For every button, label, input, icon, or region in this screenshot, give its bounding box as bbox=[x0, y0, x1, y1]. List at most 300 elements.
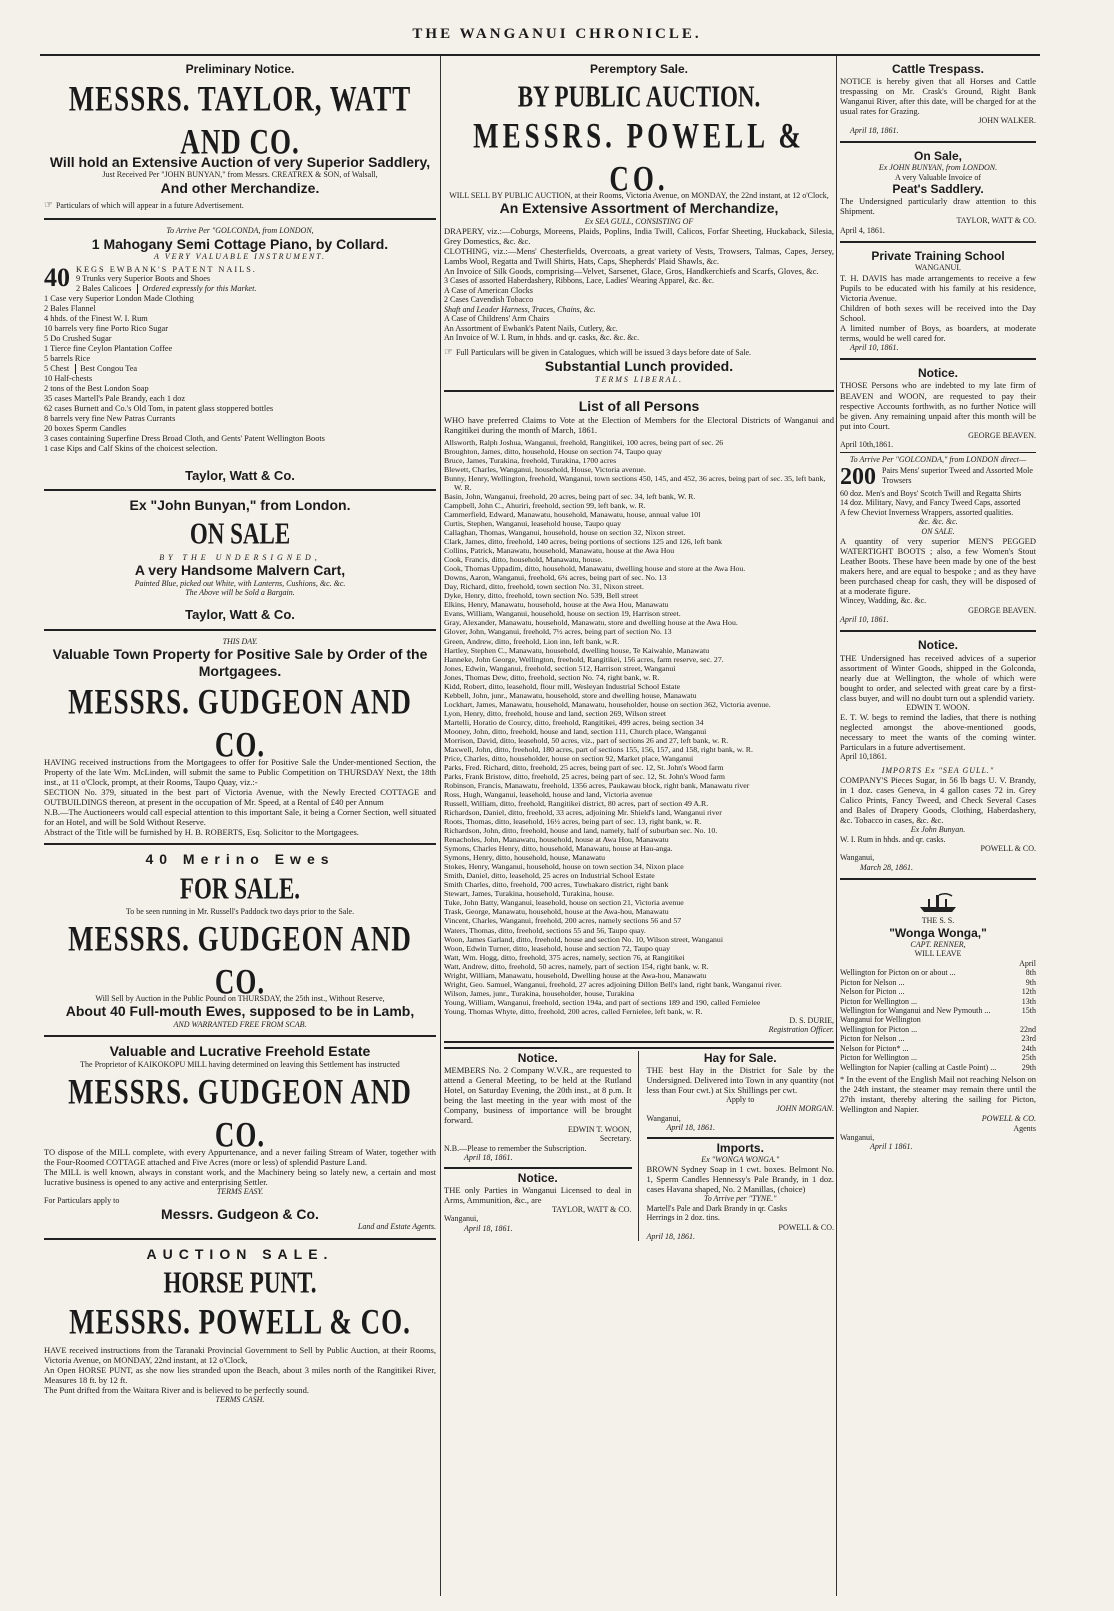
goods-item: 5 Do Crushed Sugar bbox=[44, 334, 112, 344]
ship-name: "Wonga Wonga," bbox=[889, 925, 987, 940]
goods-item: 20 boxes Sperm Candles bbox=[44, 423, 127, 433]
hay-place: Wanganui, bbox=[646, 1113, 681, 1123]
ad-body-3: The Punt drifted from the Waitara River and is believed to be perfectly sound. bbox=[44, 1385, 309, 1396]
firm-name: MESSRS. POWELL & CO. bbox=[473, 115, 805, 199]
voter-row: Woon, Edwin Turner, ditto, leasehold, house and section 72, Taupo quay bbox=[444, 943, 670, 953]
notice-body: MEMBERS No. 2 Company W.V.R., are requested to attend a General Meeting, to be held at the Rutland Hotel, on Saturday Evening, the 20th inst., at 8 p.m. It being the last meeting in the year with most of the Company, business of importance will be brought forward. bbox=[444, 1064, 632, 1125]
will-line: WILL SELL BY PUBLIC AUCTION, at their Rooms, Victoria Avenue, on MONDAY, the 22nd instant, at 12 o'Clock, bbox=[449, 191, 829, 200]
voter-row: Green, Andrew, ditto, freehold, Lion inn, left bank, w.R. bbox=[444, 636, 620, 646]
schedule-row bbox=[840, 997, 1036, 1006]
bottom-left bbox=[444, 1051, 639, 1242]
ex-line: Ex SEA GULL, CONSISTING OF bbox=[584, 216, 694, 226]
training-school-ad bbox=[840, 247, 1036, 360]
pointing-hand-icon: ☞ bbox=[444, 346, 453, 358]
schedule-date: 8th bbox=[1025, 968, 1036, 978]
particulars-line bbox=[44, 200, 436, 212]
by-line: BY THE UNDERSIGNED, bbox=[159, 552, 321, 562]
voter-row: Collins, Patrick, Manawatu, household, Manawatu, house at the Awa Hou bbox=[444, 546, 675, 556]
schedule-route: Wellington for Wanganui and New Pymouth ... bbox=[840, 1006, 991, 1015]
schedule-row bbox=[840, 1034, 1036, 1043]
cart-line: A very Handsome Malvern Cart, bbox=[134, 562, 346, 579]
ad-heading: On Sale, bbox=[913, 149, 963, 164]
other-merch: And other Merchandize. bbox=[160, 179, 320, 196]
signature: D. S. DURIE, bbox=[789, 1015, 834, 1025]
voter-row: Robinson, Francis, Manawatu, freehold, 1356 acres, Paukawau block, right bank, Manawatu river bbox=[444, 781, 750, 791]
month-label: April bbox=[1019, 958, 1036, 968]
quantity-number: 200 bbox=[840, 463, 876, 490]
voter-row: Cammerfield, Edward, Manawatu, household, Manawatu, house, annual value 10l bbox=[444, 510, 701, 520]
signature: TAYLOR, WATT & CO. bbox=[956, 216, 1036, 226]
firm-name: MESSRS. POWELL & CO. bbox=[69, 1301, 411, 1342]
place-line: WANGANUI. bbox=[915, 263, 961, 273]
apply-line: Apply to bbox=[726, 1094, 755, 1104]
woon-notice-ad bbox=[840, 636, 1036, 880]
goods-item: 5 barrels Rice bbox=[44, 354, 91, 364]
voter-row: Russell, William, ditto, freehold, Rangitikei district, 80 acres, part of section 49 A.R. bbox=[444, 799, 709, 809]
goods-item: 10 Half-chests bbox=[44, 374, 93, 384]
will-line: Will Sell by Auction in the Public Pound on THURSDAY, the 25th inst., Without Reserve, bbox=[95, 993, 385, 1003]
golconda-ad bbox=[44, 224, 436, 491]
voter-row: Woon, James Garland, ditto, freehold, house and section No. 10, Wilson street, Wanganui bbox=[444, 934, 723, 944]
schedule-route: Wellington for Picton ... bbox=[840, 1024, 918, 1034]
ad-subheading: Will hold an Extensive Auction of very Superior Saddlery, bbox=[49, 153, 431, 170]
nb-line: N.B.—Please to remember the Subscription. bbox=[444, 1143, 587, 1153]
ad-body: HAVING received instructions from the Mortgagees to offer for Positive Sale the Under-mentioned Section, the Property of the late Wm. McLinden, will submit the same to Public Competition on THURSDAY Next, the 18th inst., at 11 o'Clock, prompt, at their Rooms, Taupo Quay, viz.:- bbox=[44, 756, 436, 787]
clothing-text: CLOTHING, viz.:—Mens' Chesterfields, Overcoats, a great variety of Vests, Trowsers, Talmas, Capes, Jersey, Lambs Wool, Regatta and Twill Shirts, Hats, Caps, Shepherds' Plaid Shawls, &c. bbox=[444, 246, 834, 267]
schedule-row bbox=[840, 1063, 1036, 1072]
ad-heading: Notice. bbox=[917, 366, 958, 381]
goods-item: 1 case Kips and Calf Skins of the choicest selection. bbox=[44, 443, 218, 453]
voter-row: Richardson, John, ditto, freehold, house and land, namely, half of suburban sec. No. 10. bbox=[444, 826, 718, 836]
signature: POWELL & CO. bbox=[778, 1222, 834, 1232]
voters-heading: List of all Persons bbox=[578, 398, 700, 415]
voter-row: Cook, Francis, ditto, household, Manawatu, house. bbox=[444, 555, 603, 565]
masthead-rule bbox=[40, 54, 1040, 56]
firm-name: MESSRS. GUDGEON AND CO. bbox=[68, 681, 412, 765]
ad-body: TO dispose of the MILL complete, with every Appurtenance, and a never failing Stream of Water, together with the Four-Roomed COTTAGE attached and Five Acres (more or less) of splendid Pasture Land. bbox=[44, 1146, 436, 1167]
peats-saddlery-ad bbox=[840, 147, 1036, 243]
ad-body-2: Children of both sexes will be received into the Day School. bbox=[840, 302, 1036, 323]
voter-row: Wright, William, Manawatu, household, Dwelling house at the Awa-hou, Manawatu bbox=[444, 970, 707, 980]
ad-body: T. H. DAVIS has made arrangements to receive a few Pupils to be educated with his family at his residence, Victoria Avenue. bbox=[840, 272, 1036, 303]
invoice-line: A very Valuable Invoice of bbox=[894, 172, 982, 182]
signature: Messrs. Gudgeon & Co. bbox=[161, 1205, 319, 1222]
signature: GEORGE BEAVEN. bbox=[968, 605, 1036, 615]
voter-row: Curtis, Stephen, Wanganui, leasehold house, Taupo quay bbox=[444, 519, 621, 529]
merino-ewes-ad bbox=[44, 849, 436, 1037]
arms-notice bbox=[444, 1167, 632, 1234]
silk-text: An Invoice of Silk Goods, comprising—Velvet, Sarsenet, Glace, Gros, Handkerchiefs and Scarfs, Gloves, &c. bbox=[444, 266, 819, 277]
bottom-right bbox=[647, 1051, 835, 1242]
nb-text: N.B.—The Auctioneers would call especial attention to this important Sale, it being a Corner Section, well situated for an Hotel, and will be Sold Without Reserve. bbox=[44, 807, 436, 828]
schedule-route: Picton for Nelson ... bbox=[840, 1034, 905, 1044]
ad-body-2: The MILL is well known, always in constant work, and the Machinery being so lately new, a certain and most lucrative business is opened to any active and enterprising Settler. bbox=[44, 1166, 436, 1187]
horse-punt-ad bbox=[44, 1244, 436, 1411]
ad-body-2: An Open HORSE PUNT, as she now lies stranded upon the Beach, about 3 miles north of the Rangitikei River, Measures 18 ft. by 12 ft. bbox=[44, 1365, 436, 1386]
malvern-cart-ad bbox=[44, 495, 436, 631]
ad-date: April 10, 1861. bbox=[840, 615, 889, 625]
this-day: THIS DAY. bbox=[222, 636, 258, 646]
secretary-line: Secretary. bbox=[599, 1134, 632, 1144]
voter-row: Young, William, Wanganui, freehold, section 194a, and part of sections 189 and 190, called Fernielee bbox=[444, 997, 761, 1007]
goods-item: 2 Bales Calicoes Ordered expressly for this Market. bbox=[76, 284, 257, 294]
goods-item: 8 barrels very fine New Patras Currants bbox=[44, 413, 176, 423]
voter-row: Kebbell, John, junr., Manawatu, household, store and dwelling house, Manawatu bbox=[444, 690, 697, 700]
on-sale-title: ON SALE bbox=[189, 516, 291, 551]
voter-row: Price, Charles, ditto, householder, house on section 92, Market place, Wanganui bbox=[444, 753, 694, 763]
signature: TAYLOR, WATT & CO. bbox=[552, 1204, 632, 1214]
schedule-date: 15th bbox=[1021, 1006, 1036, 1015]
voter-row: Hanneke, John George, Wellington, freehold, Rangitikei, 156 acres, farm reserve, sec. 27. bbox=[444, 654, 724, 664]
goods-item: 1 Case very Superior London Made Clothing bbox=[44, 294, 194, 304]
voter-row: Tuke, John Batty, Wanganui, leasehold, house on section 21, Victoria avenue bbox=[444, 898, 684, 908]
voter-row: Stokes, Henry, Wanganui, household, house on town section 34, Nixon place bbox=[444, 862, 684, 872]
boots-text: A quantity of very superior MEN'S PEGGED WATERTIGHT BOOTS ; also, a few Women's Stout Leather Boots. These have been made by one of the best makers here, and are equal to bespoke ; and as they have been purchased cheap for cash, they will be disposed of at a moderate figure. bbox=[840, 536, 1036, 597]
hay-body: THE best Hay in the District for Sale by the Undersigned. Delivered into Town in any quantity (not less than Four cwt.) at Six Shillings per cwt. bbox=[646, 1064, 834, 1095]
imports-heading: IMPORTS Ex "SEA GULL." bbox=[881, 765, 995, 775]
full-particulars: ☞ Full Particulars will be given in Catalogues, which will be issued 3 days before date of Sale. bbox=[444, 346, 752, 358]
voter-row: Maxwell, John, ditto, freehold, 180 acres, part of sections 155, 156, 157, and 158, right bank, w. R. bbox=[444, 744, 753, 754]
column-2 bbox=[444, 60, 834, 1241]
wincey-line: Wincey, Wadding, &c. &c. bbox=[840, 596, 927, 606]
schedule-route: Wellington for Picton on or about ... bbox=[840, 968, 956, 978]
ad-heading: Private Training School bbox=[871, 249, 1005, 264]
voter-row: Cook, Thomas Uppadim, ditto, household, Manawatu, dwelling house and store at the Awa Hou. bbox=[444, 564, 746, 574]
herrings-line: Herrings in 2 doz. tins. bbox=[646, 1213, 720, 1223]
signature: POWELL & CO. bbox=[981, 1114, 1036, 1124]
imports-date: March 28, 1861. bbox=[860, 862, 914, 872]
ad-heading: Valuable and Lucrative Freehold Estate bbox=[109, 1043, 371, 1060]
ss-line: THE S. S. bbox=[921, 916, 955, 926]
signature: Taylor, Watt & Co. bbox=[185, 467, 295, 483]
voter-row: Vincent, Charles, Wanganui, freehold, 200 acres, namely sections 56 and 57 bbox=[444, 916, 682, 926]
sea-gull-imports bbox=[840, 766, 1036, 873]
goods-item: 2 tons of the Best London Soap bbox=[44, 383, 149, 393]
schedule-date: 23rd bbox=[1021, 1034, 1036, 1044]
ex-line: Ex John Bunyan. bbox=[910, 825, 966, 835]
voter-row: Smith, Daniel, ditto, leasehold, 25 acres on Industrial School Estate bbox=[444, 871, 655, 881]
captain-line: CAPT. RENNER, bbox=[910, 939, 966, 949]
arrive-line: To Arrive per "TYNE." bbox=[703, 1194, 777, 1204]
pointing-hand-icon: ☞ bbox=[44, 200, 53, 212]
ad-body: THE Undersigned has received advices of a superior assortment of Winter Goods, shipped in the Golconda, nearly due at Wellington, the whole of which were bought to order, and selected with great care by a first-class buyer, and will no doubt turn out a splendid variety. bbox=[840, 652, 1036, 703]
ad-body: NOTICE is hereby given that all Horses and Cattle trespassing on Mr. Crask's Ground, Right Bank Wanganui River, after this date, will be charged for at the usual rates for Grazing. bbox=[840, 76, 1036, 117]
warranted-line: AND WARRANTED FREE FROM SCAB. bbox=[173, 1019, 307, 1029]
signature: EDWIN T. WOON, bbox=[567, 1124, 632, 1134]
imports-notice bbox=[647, 1137, 835, 1242]
ad-body-3: A limited number of Boys, as boarders, at moderate terms, would be well cared for. bbox=[840, 322, 1036, 343]
imports-place: Wanganui, bbox=[840, 853, 875, 863]
ad-date: April 1 1861. bbox=[870, 1142, 913, 1152]
voters-intro: WHO have preferred Claims to Vote at the Election of Members for the Electoral Districts of Wanganui and Rangitikei during the month of March, 1861. bbox=[444, 414, 834, 435]
voter-row: Renacholes, John, Manawatu, household, house at Awa Hou, Manawatu bbox=[444, 835, 669, 845]
ad-date: April 18, 1861. bbox=[850, 125, 899, 135]
voter-row: Smith Charles, ditto, freehold, 700 acres, Tuwhakaro district, right bank bbox=[444, 880, 669, 890]
signature: EDWIN T. WOON. bbox=[906, 702, 970, 712]
voter-row: Callaghan, Thomas, Wanganui, household, house on section 32, Nixon street. bbox=[444, 528, 686, 538]
voter-row: Dyke, Henry, ditto, freehold, town section No. 539, Bell street bbox=[444, 591, 639, 601]
voter-row: Symons, Henry, ditto, household, house, Manawatu bbox=[444, 853, 606, 863]
wonga-wonga-ad bbox=[840, 884, 1036, 1158]
voter-row: Bunny, Henry, Wellington, freehold, Wanganui, town sections 450, 145, and 452, 36 acres, being part of sec. 35, left bank, W. R. bbox=[444, 473, 826, 492]
voter-row: Mooney, John, ditto, freehold, house and land, section 111, Church place, Wanganui bbox=[444, 726, 707, 736]
goods-item: 62 cases Burnett and Co.'s Old Tom, in patent glass stoppered bottles bbox=[44, 403, 274, 413]
ad-heading: Peremptory Sale. bbox=[589, 62, 689, 76]
ad-heading: Notice. bbox=[917, 638, 958, 653]
cattle-trespass-ad bbox=[840, 60, 1036, 143]
schedule-date bbox=[1018, 1015, 1036, 1024]
ad-body-2: E. T. W. begs to remind the ladies, that there is nothing neglected amongst the above-mentioned goods, necessary to meet the wants of the coming winter. Particulars in a future advertisement. bbox=[840, 712, 1036, 753]
tea-note: Best Congou Tea bbox=[75, 364, 137, 374]
schedule-row bbox=[840, 1025, 1036, 1034]
voter-row: Kidd, Robert, ditto, leasehold, flour mill, Wesleyan Industrial School Estate bbox=[444, 681, 681, 691]
voter-row: Glover, John, Wanganui, freehold, 7½ acres, being part of section No. 13 bbox=[444, 627, 672, 637]
section-text: SECTION No. 379, situated in the best part of Victoria Avenue, with the Newly Erected COTTAGE and OUTBUILDINGS thereon, at present in the occupation of Mr. Speed, at a Rental of £40 per Annum bbox=[44, 787, 436, 808]
bottom-ads bbox=[444, 1047, 834, 1242]
goods-item: 3 Cases of assorted Haberdashery, Ribbons, Lace, Ladies' Wearing Apparel, &c. &c. bbox=[444, 276, 715, 286]
assortment-line: An Extensive Assortment of Merchandize, bbox=[499, 200, 779, 217]
on-sale-line: ON SALE. bbox=[921, 526, 955, 536]
ad-heading: Ex "John Bunyan," from London. bbox=[129, 496, 351, 513]
ad-date: April 10,1861. bbox=[840, 752, 887, 762]
voter-row: Watt, Wm. Hogg, ditto, freehold, 375 acres, namely, section 76, at Rangitikei bbox=[444, 952, 685, 962]
column-3 bbox=[840, 60, 1036, 1162]
schedule-date: 29th bbox=[1021, 1062, 1036, 1072]
officer-line: Registration Officer. bbox=[768, 1025, 834, 1035]
goods-item: A Case of American Clocks bbox=[444, 285, 533, 295]
goods-list bbox=[44, 262, 436, 454]
ad-body: THOSE Persons who are indebted to my late firm of BEAVEN and WOON, are requested to pay their respective Accounts forthwith, as no further Notice will be given. Any remaining unpaid after this month will be put into Court. bbox=[840, 380, 1036, 431]
terms: TERMS CASH. bbox=[215, 1395, 265, 1405]
voter-row: Jones, Edwin, Wanganui, freehold, section 512, Harrison street, Wanganui bbox=[444, 663, 676, 673]
voter-row: Wilson, James, junr., Turakina, householder, house, Turakina bbox=[444, 988, 635, 998]
voter-row: Watt, Andrew, ditto, freehold, 50 acres, namely, part of section 154, right bank, w. R. bbox=[444, 961, 709, 971]
received-line: Just Received Per "JOHN BUNYAN," from Messrs. CREATREX & SON, of Walsall, bbox=[102, 170, 378, 180]
will-leave: WILL LEAVE bbox=[914, 949, 962, 959]
golconda-goods bbox=[840, 452, 1036, 624]
voter-row: Allsworth, Ralph Joshua, Wanganui, freehold, Rangitikei, 100 acres, being part of sec. 26 bbox=[444, 437, 724, 447]
terms: TERMS LIBERAL. bbox=[595, 374, 683, 384]
notice-date: April 18, 1861. bbox=[464, 1153, 513, 1163]
schedule-route: Picton for Wellington ... bbox=[840, 1053, 917, 1063]
ex-line: Ex JOHN BUNYAN, from LONDON. bbox=[878, 163, 998, 173]
voter-row: Clark, James, ditto, freehold, 140 acres, being portions of sections 125 and 126, left bank bbox=[444, 537, 723, 547]
voter-row: Martelli, Horatio de Courcy, ditto, freehold, Rangitikei, 499 acres, being section 34 bbox=[444, 717, 704, 727]
by-auction-title: BY PUBLIC AUCTION. bbox=[517, 79, 761, 114]
agents-line: Agents bbox=[1013, 1123, 1036, 1133]
imports-ex: Ex "WONGA WONGA." bbox=[701, 1154, 780, 1164]
goods-item: 9 Trunks very Superior Boots and Shoes bbox=[76, 274, 211, 284]
firm-name: MESSRS. GUDGEON AND CO. bbox=[68, 1071, 412, 1155]
schedule-route: Picton for Wellington ... bbox=[840, 996, 917, 1006]
goods-item: A Case of Childrens' Arm Chairs bbox=[444, 314, 550, 324]
voter-row: Richardson, Daniel, ditto, freehold, 33 acres, adjoining Mr. Shield's land, Wanganui river bbox=[444, 808, 722, 818]
agents-line: Land and Estate Agents. bbox=[357, 1222, 436, 1232]
peremptory-sale-ad bbox=[444, 60, 834, 392]
sailing-schedule bbox=[840, 968, 1036, 1072]
voter-row: Evans, William, Wanganui, household, house on section 19, Harrison street. bbox=[444, 609, 681, 619]
goods-item: 14 doz. Military, Navy, and Fancy Tweed Caps, assorted bbox=[840, 498, 1021, 508]
hay-heading: Hay for Sale. bbox=[703, 1050, 777, 1065]
voter-row: Ross, Hugh, Wanganui, leasehold, house and land, Victoria avenue bbox=[444, 790, 653, 800]
goods-item: 2 Cases Cavendish Tobacco bbox=[444, 295, 534, 305]
goods-item: 1 Tierce fine Ceylon Plantation Coffee bbox=[44, 344, 173, 354]
voter-row: Campbell, John C., Ahuriri, freehold, section 99, left bank, w. R. bbox=[444, 501, 646, 511]
voter-row: Elkins, Henry, Manawatu, household, house at the Awa Hou, Manawatu bbox=[444, 600, 669, 610]
voter-row: Morrison, David, ditto, leasehold, 50 acres, viz., part of sections 26 and 27, left bank, w. R. bbox=[444, 735, 729, 745]
steamship-icon bbox=[918, 890, 958, 914]
ad-date: April 4, 1861. bbox=[840, 225, 885, 235]
imports-body: BROWN Sydney Soap in 1 cwt. boxes. Belmont No. 1, Sperm Candles Hennessy's Pale Brandy, in 1 doz. cases Havana shaped, No. 2 Manillas, (choice) bbox=[646, 1164, 834, 1195]
signature: JOHN MORGAN. bbox=[776, 1104, 834, 1114]
beaven-notice-ad bbox=[840, 364, 1036, 632]
voter-row: Lyon, Henry, ditto, freehold, house and land, section 269, Wilson street bbox=[444, 708, 667, 718]
voter-row: Broughton, James, ditto, household, House on section 74, Taupo quay bbox=[444, 446, 663, 456]
schedule-route: Nelson for Picton ... bbox=[840, 987, 905, 997]
voter-row: Jones, Thomas Dew, ditto, freehold, section No. 74, right bank, w. R. bbox=[444, 672, 660, 682]
trowsers-line: 200 Pairs Mens' superior Tweed and Assorted Mole Trowsers bbox=[840, 463, 1033, 490]
peat-line: Peat's Saddlery. bbox=[892, 182, 984, 197]
signature: Taylor, Watt & Co. bbox=[185, 607, 295, 623]
ad-body: The Undersigned particularly draw attention to this Shipment. bbox=[840, 196, 1036, 217]
schedule-date: 24th bbox=[1021, 1043, 1036, 1053]
voter-row: Parks, Frank Bristow, ditto, freehold, 25 acres, being part of sec. 12, St. John's Wood farm bbox=[444, 771, 725, 781]
voter-row: Day, Richard, ditto, freehold, town section No. 31, Nixon street. bbox=[444, 582, 645, 592]
voter-row: Blewett, Charles, Wanganui, household, House, Victoria avenue. bbox=[444, 464, 646, 474]
voter-row: Hartley, Stephen C., Manawatu, household, dwelling house, Te Kaiwahie, Manawatu bbox=[444, 645, 710, 655]
voter-row: Waters, Thomas, ditto, freehold, sections 55 and 56, Taupo quay. bbox=[444, 925, 646, 935]
signature: POWELL & CO. bbox=[980, 844, 1036, 854]
abstract-text: Abstract of the Title will be furnished by H. B. ROBERTS, Esq. Solicitor to the Mortgagees. bbox=[44, 827, 359, 838]
voter-row: Lockhart, James, Manawatu, household, Manawatu, householder, house on section 362, Victoria avenue. bbox=[444, 699, 771, 709]
goods-item: Shaft and Leader Harness, Traces, Chains, &c. bbox=[444, 304, 596, 314]
voter-row: Symons, Charles Henry, ditto, household, Manawatu, house at Hau-anga. bbox=[444, 844, 673, 854]
apply-line: For Particulars apply to bbox=[44, 1196, 120, 1206]
notice-body: THE only Parties in Wanganui Licensed to deal in Arms, Ammunition, &c., are bbox=[444, 1184, 632, 1205]
firm-name: MESSRS. GUDGEON AND CO. bbox=[68, 918, 412, 1002]
goods-item: 3 cases containing Superfine Dress Broad Cloth, and Gents' Patent Wellington Boots bbox=[44, 433, 325, 443]
about-line: About 40 Full-mouth Ewes, supposed to be in Lamb, bbox=[65, 1003, 415, 1020]
voter-row: Roots, Thomas, ditto, leasehold, 16½ acres, being part of sec. 13, right bank, w. R. bbox=[444, 817, 702, 827]
schedule-row bbox=[840, 1053, 1036, 1062]
notice-date: April 18, 1861. bbox=[464, 1223, 513, 1233]
goods-item: 5 Chest Best Congou Tea bbox=[44, 364, 138, 374]
mail-note: * In the event of the English Mail not reaching Nelson on the 24th instant, the steamer may remain there until the 27th instant, thereby altering the sailing for Picton, Wellington and Napier. bbox=[840, 1074, 1036, 1115]
kegs-line: KEGS EWBANK'S PATENT NAILS. bbox=[76, 264, 257, 274]
particulars-text: Particulars of which will appear in a future Advertisement. bbox=[55, 201, 244, 211]
schedule-route: Nelson for Picton* ... bbox=[840, 1043, 909, 1053]
terms: TERMS EASY. bbox=[216, 1187, 264, 1196]
schedule-row bbox=[840, 987, 1036, 996]
ad-heading: Preliminary Notice. bbox=[185, 62, 295, 76]
notice-heading: Notice. bbox=[517, 1170, 558, 1185]
ad-place: Wanganui, bbox=[840, 1133, 875, 1142]
voter-row: Young, Thomas Whyte, ditto, freehold, 200 acres, called Fernielee, left bank, w. R. bbox=[444, 1006, 703, 1016]
kegs-number: 40 bbox=[44, 262, 70, 292]
schedule-route: Wellington for Napier (calling at Castle Point) ... bbox=[840, 1062, 997, 1072]
town-property-ad bbox=[44, 635, 436, 845]
drapery-text: DRAPERY, viz.:—Coburgs, Moreens, Plaids, Poplins, India Twill, Calicos, Forfar Sheeting, Huckaback, Silesia, Grey Domestics, &c. &c. bbox=[444, 226, 834, 247]
ad-heading: Valuable Town Property for Positive Sale by Order of the Mortgagees. bbox=[52, 646, 428, 679]
goods-item: An Invoice of W. I. Rum, in hhds. and qr. casks, &c. &c. &c. bbox=[444, 333, 640, 343]
voter-row: Parks, Fred. Richard, ditto, freehold, 25 acres, being part of sec. 12, St. John's Wood farm bbox=[444, 762, 724, 772]
goods-item: 2 Bales Flannel bbox=[44, 304, 96, 314]
voter-row: Bruce, James, Turakina, freehold, Turakina, 1700 acres bbox=[444, 455, 617, 465]
column-1 bbox=[44, 60, 436, 1415]
voter-row: Wright, Geo. Samuel, Wanganui, freehold, 27 acres adjoining Dillon Bell's land, right bank, Wanganui river. bbox=[444, 979, 782, 989]
schedule-route: Picton for Nelson ... bbox=[840, 977, 905, 987]
schedule-date: 25th bbox=[1021, 1053, 1036, 1063]
taylor-saddlery-ad bbox=[44, 60, 436, 220]
notice-place: Wanganui, bbox=[444, 1214, 479, 1224]
ad-heading: AUCTION SALE. bbox=[146, 1245, 334, 1262]
goods-item: 10 barrels very fine Porto Rico Sugar bbox=[44, 324, 168, 334]
column-rule-1 bbox=[440, 56, 441, 1596]
signature: JOHN WALKER. bbox=[978, 116, 1036, 126]
imports-body: COMPANY'S Pieces Sugar, in 56 lb bags U. V. Brandy, in 1 doz. cases Geneva, in 4 gallon cases 72 in. Grey Calico Prints, Fancy Tweed, and Check Several Cases and Bales of Drapery Goods, Clothing, Haberdashery, &c. Tobacco in cases, &c. &c. bbox=[840, 775, 1036, 826]
lunch-line: Substantial Lunch provided. bbox=[544, 358, 734, 375]
arrive-line: To Arrive Per "GOLCONDA, from LONDON, bbox=[166, 226, 314, 236]
piano-line: 1 Mahogany Semi Cottage Piano, by Collard. bbox=[91, 235, 389, 252]
goods-item: 4 hhds. of the Finest W. I. Rum bbox=[44, 314, 148, 324]
column-rule-2 bbox=[836, 56, 837, 1596]
seen-line: To be seen running in Mr. Russell's Paddock two days prior to the Sale. bbox=[125, 906, 355, 916]
imports-heading: Imports. bbox=[716, 1140, 764, 1155]
punt-title: HORSE PUNT. bbox=[163, 1265, 317, 1300]
goods-item: 35 cases Martell's Pale Brandy, each 1 doz bbox=[44, 393, 186, 403]
ad-body: HAVE received instructions from the Taranaki Provincial Government to Sell by Public Auction, at their Rooms, Victoria Avenue, on MONDAY, 22nd instant, at 12 o'Clock, bbox=[44, 1345, 436, 1366]
voter-rows bbox=[444, 438, 834, 1016]
proprietor-line: The Proprietor of KAIKOKOPU MILL having determined on leaving this Settlement has instructed bbox=[80, 1059, 400, 1069]
schedule-date: 22nd bbox=[1020, 1024, 1036, 1034]
notice-heading: Notice. bbox=[517, 1050, 558, 1065]
painted-line: Painted Blue, picked out White, with Lanterns, Cushions, &c. &c. bbox=[134, 578, 346, 588]
firm-name: MESSRS. TAYLOR, WATT AND CO. bbox=[68, 78, 412, 162]
valuable-line: A VERY VALUABLE INSTRUMENT. bbox=[153, 252, 327, 262]
etc-line: &c. &c. &c. bbox=[918, 517, 958, 527]
voters-list bbox=[444, 396, 834, 1042]
ad-heading: 40 Merino Ewes bbox=[145, 851, 335, 868]
schedule-date: 12th bbox=[1021, 987, 1036, 997]
schedule-route: Wanganui for Wellington bbox=[840, 1015, 921, 1025]
for-sale-title: FOR SALE. bbox=[179, 870, 301, 905]
schedule-row bbox=[840, 978, 1036, 987]
rum-line: W. I. Rum in hhds. and qr. casks. bbox=[840, 834, 946, 844]
voter-row: Trask, George, Manawatu, household, house at the Awa-hou, Manawatu bbox=[444, 907, 669, 917]
goods-item: An Assortment of Ewbank's Patent Nails, Cutlery, &c. bbox=[444, 323, 618, 333]
goods-item: 60 doz. Men's and Boys' Scotch Twill and Regatta Shirts bbox=[840, 488, 1022, 498]
voter-row: Stewart, James, Turakina, household, Turakina, house. bbox=[444, 889, 615, 899]
signature: GEORGE BEAVEN. bbox=[968, 430, 1036, 440]
schedule-date: 9th bbox=[1025, 977, 1036, 987]
imports-date: April 18, 1861. bbox=[646, 1232, 695, 1242]
bargain-line: The Above will be Sold a Bargain. bbox=[185, 588, 295, 597]
voter-row: Basin, John, Wanganui, freehold, 20 acres, being part of sec. 34, left bank, W. R. bbox=[444, 492, 696, 502]
voter-row: Downs, Aaron, Wanganui, freehold, 6¾ acres, being part of sec. No. 13 bbox=[444, 573, 667, 583]
arrive-line: To Arrive Per "GOLCONDA," from LONDON direct— bbox=[849, 455, 1027, 465]
schedule-row bbox=[840, 1044, 1036, 1053]
ordered-note: Ordered expressly for this Market. bbox=[137, 284, 256, 294]
ad-date: April 10, 1861. bbox=[850, 342, 899, 352]
masthead: THE WANGANUI CHRONICLE. bbox=[412, 26, 702, 42]
goods-item: A few Cheviot Inverness Wrappers, assorted qualities. bbox=[840, 507, 1014, 517]
schedule-row bbox=[840, 1015, 1036, 1024]
schedule-date: 13th bbox=[1021, 996, 1036, 1006]
ad-heading: Cattle Trespass. bbox=[891, 62, 985, 76]
ad-date: April 10th,1861. bbox=[840, 440, 894, 449]
schedule-row bbox=[840, 968, 1036, 977]
freehold-estate-ad bbox=[44, 1041, 436, 1240]
